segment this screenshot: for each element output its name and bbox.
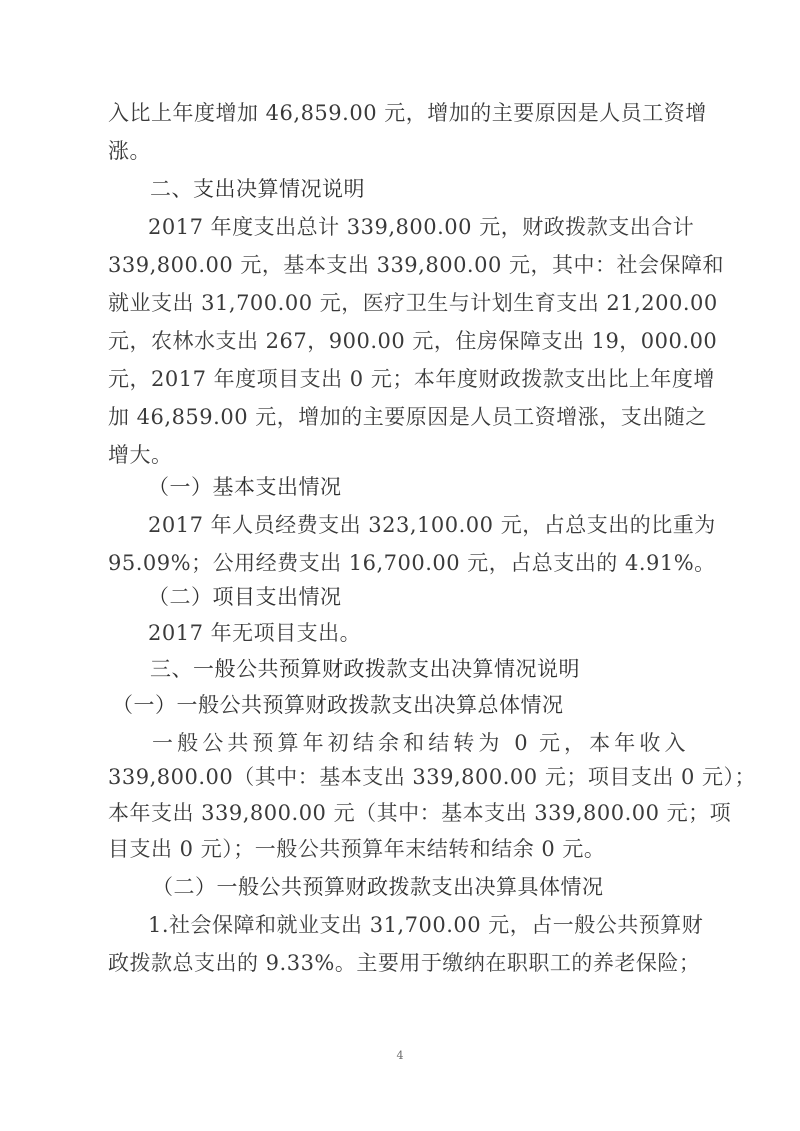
paragraph-line: 95.09%；公用经费支出 16,700.00 元，占总支出的 4.91%。 [108, 551, 716, 575]
section-heading: 三、一般公共预算财政拨款支出决算情况说明 [150, 657, 580, 681]
paragraph-line: 元，农林水支出 267，900.00 元，住房保障支出 19，000.00 [108, 329, 718, 353]
paragraph-line: 就业支出 31,700.00 元，医疗卫生与计划生育支出 21,200.00 [108, 291, 718, 315]
paragraph-line: 一般公共预算年初结余和结转为 0 元，本年收入 [152, 731, 686, 755]
paragraph-line: 元，2017 年度项目支出 0 元；本年度财政拨款支出比上年度增 [108, 367, 715, 391]
paragraph-line: 本年支出 339,800.00 元（其中：基本支出 339,800.00 元；项 [108, 801, 732, 825]
paragraph-line: 涨。 [108, 139, 151, 163]
paragraph-line: 目支出 0 元）；一般公共预算年末结转和结余 0 元。 [108, 837, 606, 861]
paragraph-line: 339,800.00（其中：基本支出 339,800.00 元；项目支出 0 元）； [108, 765, 757, 789]
subsection-heading: （二）项目支出情况 [148, 585, 342, 609]
paragraph-line: 加 46,859.00 元，增加的主要原因是人员工资增涨，支出随之 [108, 405, 707, 429]
paragraph-line: 增大。 [108, 443, 173, 467]
paragraph-line: 入比上年度增加 46,859.00 元，增加的主要原因是人员工资增 [108, 101, 707, 125]
paragraph-line: 2017 年无项目支出。 [148, 621, 362, 645]
paragraph-line: 339,800.00 元，基本支出 339,800.00 元，其中：社会保障和 [108, 253, 724, 277]
subsection-heading: （二）一般公共预算财政拨款支出决算具体情况 [152, 875, 604, 899]
section-heading: 二、支出决算情况说明 [150, 177, 365, 201]
subsection-heading: （一）一般公共预算财政拨款支出决算总体情况 [112, 693, 564, 717]
paragraph-line: 1.社会保障和就业支出 31,700.00 元，占一般公共预算财 [148, 913, 704, 937]
paragraph-line: 2017 年度支出总计 339,800.00 元，财政拨款支出合计 [148, 215, 695, 239]
page-number: 4 [396, 1049, 404, 1062]
subsection-heading: （一）基本支出情况 [148, 475, 342, 499]
paragraph-line: 2017 年人员经费支出 323,100.00 元，占总支出的比重为 [148, 513, 716, 537]
paragraph-line: 政拨款总支出的 9.33%。主要用于缴纳在职职工的养老保险； [108, 951, 701, 975]
